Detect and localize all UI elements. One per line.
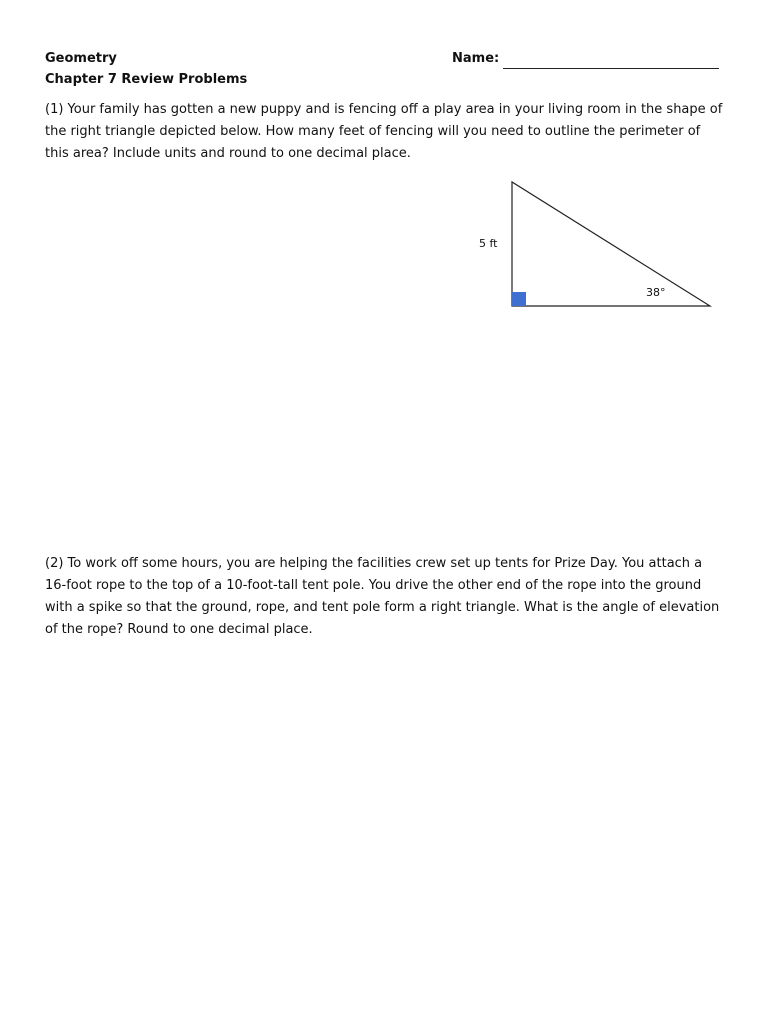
problem-2-text: (2) To work off some hours, you are helping the facilities crew set up tents for Prize Day. You attach a 16-foot rope to the top of a 10-foot-tall tent pole. You drive the other end of the rope into the ground with a spike so that the ground, rope, and tent pole form a right triangle. What is the angle of elevation of the rope? Round to one decimal place. — [45, 556, 720, 637]
triangle-shape — [512, 182, 710, 306]
name-field-area — [452, 48, 719, 69]
problem-1-text: (1) Your family has gotten a new puppy and is fencing off a play area in your living room in the shape of the right triangle depicted below. How many feet of fencing will you need to outline the perimeter of this area? Include units and round to one decimal place. — [45, 102, 723, 161]
right-angle-marker — [512, 292, 526, 306]
course-title: Geometry — [45, 51, 117, 66]
chapter-title: Chapter 7 Review Problems — [45, 72, 248, 87]
side-length-label: 5 ft — [479, 237, 498, 250]
right-triangle-diagram — [470, 175, 720, 315]
name-blank-line — [503, 53, 719, 69]
worksheet-header — [45, 48, 247, 90]
angle-label: 38° — [646, 286, 666, 299]
name-label: Name: — [452, 51, 500, 66]
